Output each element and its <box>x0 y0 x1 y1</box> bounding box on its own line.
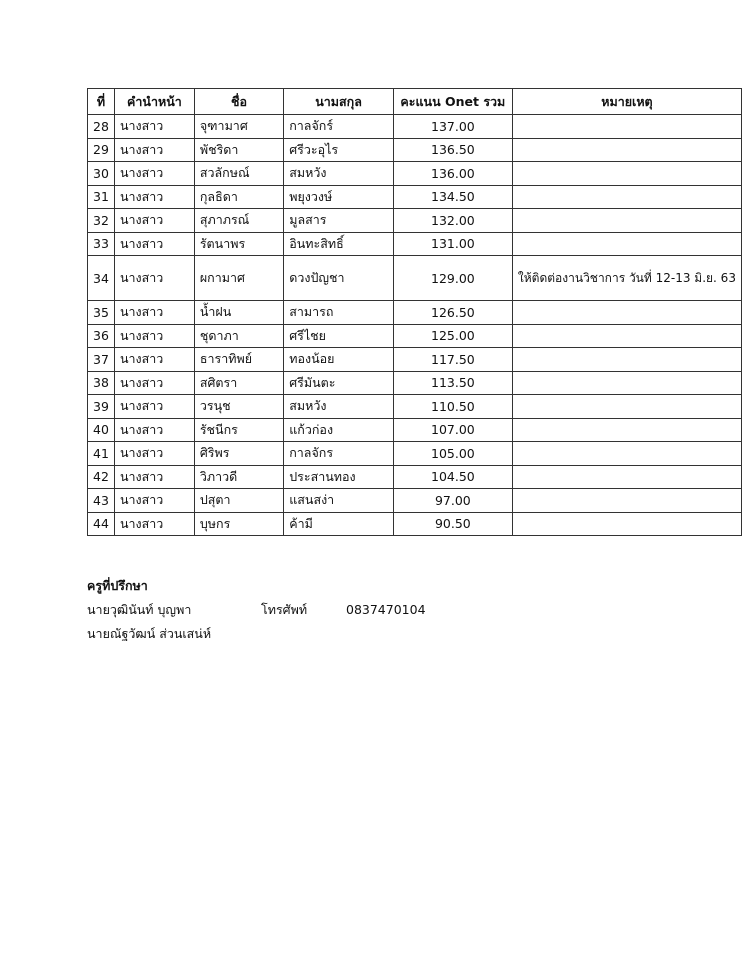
cell-first-name: วรนุช <box>194 395 283 419</box>
cell-last-name: ทองน้อย <box>284 348 394 372</box>
cell-first-name: พัชริดา <box>194 138 283 162</box>
table-row <box>88 209 742 233</box>
cell-last-name: สมหวัง <box>284 395 394 419</box>
header-no: ที่ <box>88 89 115 115</box>
table-row <box>88 115 742 139</box>
cell-score: 129.00 <box>393 256 512 301</box>
cell-score: 136.00 <box>393 162 512 186</box>
cell-first-name: สศิตรา <box>194 371 283 395</box>
cell-no: 31 <box>88 185 115 209</box>
cell-first-name: จุฑามาศ <box>194 115 283 139</box>
cell-last-name: แก้วก่อง <box>284 418 394 442</box>
cell-note <box>512 371 741 395</box>
header-prefix: คำนำหน้า <box>114 89 194 115</box>
cell-prefix: นางสาว <box>114 162 194 186</box>
table-row <box>88 418 742 442</box>
cell-last-name: แสนสง่า <box>284 489 394 513</box>
advisor-phone: 0837470104 <box>346 602 426 617</box>
cell-note <box>512 418 741 442</box>
cell-prefix: นางสาว <box>114 442 194 466</box>
cell-last-name: ศรีมันตะ <box>284 371 394 395</box>
cell-score: 97.00 <box>393 489 512 513</box>
cell-note <box>512 209 741 233</box>
cell-no: 34 <box>88 256 115 301</box>
table-header-row <box>88 89 742 115</box>
cell-score: 105.00 <box>393 442 512 466</box>
cell-last-name: ศรีวะอุไร <box>284 138 394 162</box>
cell-last-name: กาลจักร <box>284 442 394 466</box>
advisor-name: นายณัฐวัฒน์ ส่วนเสน่ห์ <box>87 626 212 641</box>
cell-score: 107.00 <box>393 418 512 442</box>
cell-no: 32 <box>88 209 115 233</box>
cell-note <box>512 301 741 325</box>
header-score: คะแนน Onet รวม <box>393 89 512 115</box>
cell-note <box>512 162 741 186</box>
cell-score: 104.50 <box>393 465 512 489</box>
cell-note <box>512 489 741 513</box>
cell-first-name: กุลธิดา <box>194 185 283 209</box>
cell-score: 126.50 <box>393 301 512 325</box>
cell-prefix: นางสาว <box>114 324 194 348</box>
cell-last-name: ดวงปัญชา <box>284 256 394 301</box>
cell-no: 29 <box>88 138 115 162</box>
advisor-title: ครูที่ปรึกษา <box>87 578 148 593</box>
cell-no: 39 <box>88 395 115 419</box>
table-row <box>88 489 742 513</box>
cell-prefix: นางสาว <box>114 256 194 301</box>
table-row <box>88 465 742 489</box>
cell-no: 37 <box>88 348 115 372</box>
cell-note <box>512 324 741 348</box>
cell-score: 132.00 <box>393 209 512 233</box>
header-last-name: นามสกุล <box>284 89 394 115</box>
table-row <box>88 301 742 325</box>
cell-no: 44 <box>88 512 115 536</box>
cell-no: 28 <box>88 115 115 139</box>
cell-first-name: ผกามาศ <box>194 256 283 301</box>
cell-first-name: ศิริพร <box>194 442 283 466</box>
score-table <box>87 88 742 536</box>
table-row <box>88 162 742 186</box>
table-row <box>88 256 742 301</box>
advisor-section <box>87 574 426 646</box>
cell-prefix: นางสาว <box>114 301 194 325</box>
cell-first-name: สวลักษณ์ <box>194 162 283 186</box>
cell-last-name: ศรีไชย <box>284 324 394 348</box>
cell-no: 41 <box>88 442 115 466</box>
cell-no: 38 <box>88 371 115 395</box>
cell-no: 43 <box>88 489 115 513</box>
cell-last-name: สามารถ <box>284 301 394 325</box>
cell-no: 40 <box>88 418 115 442</box>
cell-note <box>512 442 741 466</box>
cell-note <box>512 512 741 536</box>
header-first-name: ชื่อ <box>194 89 283 115</box>
cell-note <box>512 465 741 489</box>
cell-score: 125.00 <box>393 324 512 348</box>
cell-first-name: ธาราทิพย์ <box>194 348 283 372</box>
table-row <box>88 185 742 209</box>
cell-note <box>512 138 741 162</box>
table-row <box>88 442 742 466</box>
cell-no: 33 <box>88 232 115 256</box>
cell-no: 42 <box>88 465 115 489</box>
table-row <box>88 395 742 419</box>
cell-note <box>512 232 741 256</box>
cell-score: 90.50 <box>393 512 512 536</box>
header-note: หมายเหตุ <box>512 89 741 115</box>
cell-score: 137.00 <box>393 115 512 139</box>
cell-no: 36 <box>88 324 115 348</box>
cell-score: 134.50 <box>393 185 512 209</box>
cell-last-name: ค้ามี <box>284 512 394 536</box>
cell-note <box>512 348 741 372</box>
cell-prefix: นางสาว <box>114 512 194 536</box>
cell-prefix: นางสาว <box>114 348 194 372</box>
cell-first-name: น้ำฝน <box>194 301 283 325</box>
cell-last-name: พยุงวงษ์ <box>284 185 394 209</box>
cell-last-name: กาลจักร์ <box>284 115 394 139</box>
cell-prefix: นางสาว <box>114 489 194 513</box>
cell-first-name: รัตนาพร <box>194 232 283 256</box>
cell-note <box>512 185 741 209</box>
table-row <box>88 324 742 348</box>
cell-prefix: นางสาว <box>114 115 194 139</box>
cell-score: 117.50 <box>393 348 512 372</box>
cell-prefix: นางสาว <box>114 395 194 419</box>
table-row <box>88 138 742 162</box>
advisor-phone-label: โทรศัพท์ <box>261 602 308 617</box>
table-row <box>88 371 742 395</box>
cell-prefix: นางสาว <box>114 418 194 442</box>
cell-prefix: นางสาว <box>114 465 194 489</box>
cell-score: 110.50 <box>393 395 512 419</box>
cell-note: ให้ติดต่องานวิชาการ วันที่ 12-13 มิ.ย. 63 <box>512 256 741 301</box>
advisor-name: นายวุฒินันท์ บุญพา <box>87 602 192 617</box>
cell-prefix: นางสาว <box>114 371 194 395</box>
cell-last-name: อินทะสิทธิ์ <box>284 232 394 256</box>
cell-prefix: นางสาว <box>114 209 194 233</box>
table-row <box>88 348 742 372</box>
cell-first-name: ปสุตา <box>194 489 283 513</box>
cell-score: 113.50 <box>393 371 512 395</box>
cell-score: 136.50 <box>393 138 512 162</box>
cell-note <box>512 115 741 139</box>
cell-last-name: มูลสาร <box>284 209 394 233</box>
advisor-row <box>87 622 426 646</box>
cell-prefix: นางสาว <box>114 138 194 162</box>
cell-first-name: ชุดาภา <box>194 324 283 348</box>
cell-note <box>512 395 741 419</box>
table-row <box>88 232 742 256</box>
table-row <box>88 512 742 536</box>
cell-last-name: ประสานทอง <box>284 465 394 489</box>
cell-last-name: สมหวัง <box>284 162 394 186</box>
cell-prefix: นางสาว <box>114 232 194 256</box>
cell-first-name: รัชนีกร <box>194 418 283 442</box>
cell-first-name: สุภาภรณ์ <box>194 209 283 233</box>
cell-first-name: วิภาวดี <box>194 465 283 489</box>
cell-first-name: บุษกร <box>194 512 283 536</box>
cell-no: 35 <box>88 301 115 325</box>
cell-no: 30 <box>88 162 115 186</box>
cell-prefix: นางสาว <box>114 185 194 209</box>
advisor-row <box>87 598 426 622</box>
cell-score: 131.00 <box>393 232 512 256</box>
